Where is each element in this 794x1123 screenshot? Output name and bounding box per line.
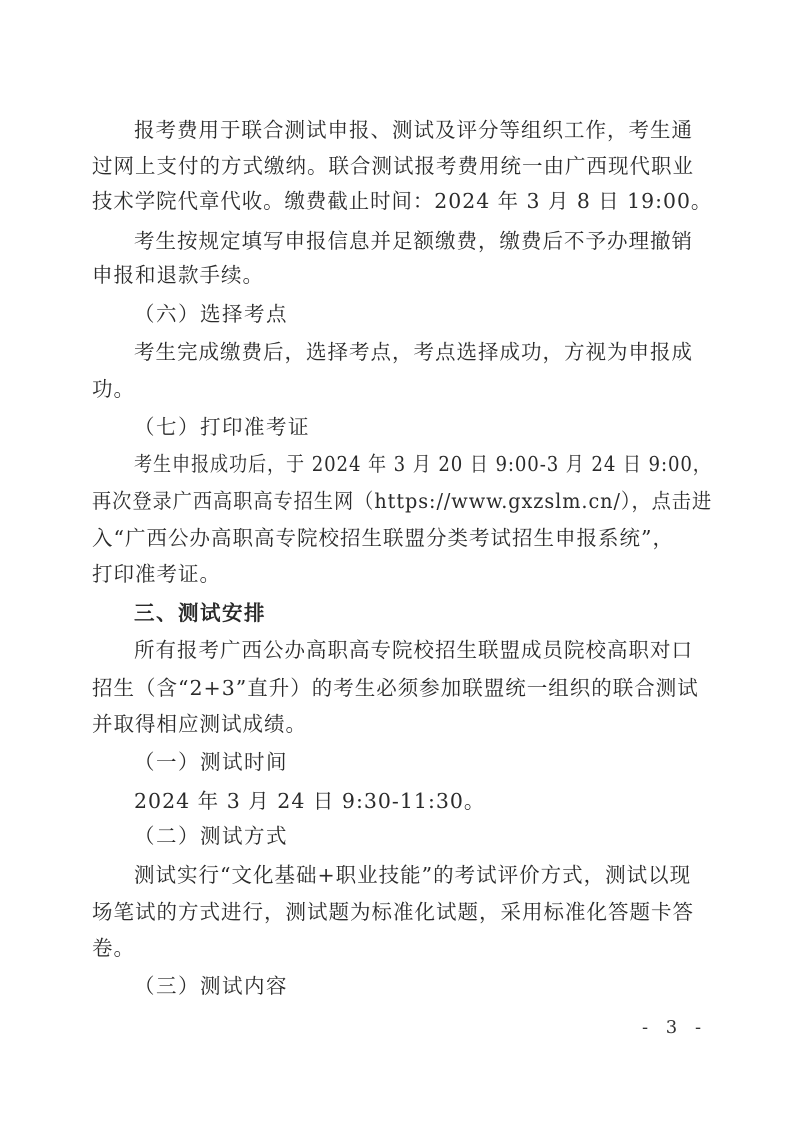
subsection-heading: （二）测试方式 bbox=[134, 824, 288, 848]
paragraph-line: 考生完成缴费后，选择考点，考点选择成功，方视为申报成 bbox=[134, 340, 693, 364]
paragraph-line: 招生（含“2+3”直升）的考生必须参加联盟统一组织的联合测试 bbox=[92, 676, 699, 700]
paragraph-line: 卷。 bbox=[92, 936, 135, 960]
paragraph-line: 打印准考证。 bbox=[92, 562, 221, 586]
page-number: - 3 - bbox=[642, 1017, 708, 1038]
paragraph-line: 2024 年 3 月 24 日 9:30-11:30。 bbox=[134, 789, 486, 813]
subsection-heading: （六）选择考点 bbox=[134, 302, 288, 326]
paragraph-line: 考生按规定填写申报信息并足额缴费，缴费后不予办理撤销 bbox=[134, 229, 693, 253]
paragraph-line: 考生申报成功后，于 2024 年 3 月 20 日 9:00-3 月 24 日 9:00， bbox=[134, 452, 712, 476]
paragraph-line: 所有报考广西公办高职高专院校招生联盟成员院校高职对口 bbox=[134, 638, 693, 662]
paragraph-line: 并取得相应测试成绩。 bbox=[92, 712, 307, 736]
paragraph-line: 再次登录广西高职高专招生网（https://www.gxzslm.cn/），点击进 bbox=[92, 489, 713, 513]
paragraph-line: 过网上支付的方式缴纳。联合测试报考费用统一由广西现代职业 bbox=[92, 154, 694, 178]
paragraph-line: 入“广西公办高职高专院校招生联盟分类考试招生申报系统”， bbox=[92, 526, 674, 550]
paragraph-line: 申报和退款手续。 bbox=[92, 263, 264, 287]
paragraph-line: 功。 bbox=[92, 377, 135, 401]
paragraph-line: 测试实行“文化基础+职业技能”的考试评价方式，测试以现 bbox=[134, 863, 692, 887]
subsection-heading: （三）测试内容 bbox=[134, 974, 288, 998]
paragraph-line: 场笔试的方式进行，测试题为标准化试题，采用标准化答题卡答 bbox=[92, 900, 694, 924]
section-heading: 三、测试安排 bbox=[134, 601, 266, 625]
subsection-heading: （一）测试时间 bbox=[134, 750, 288, 774]
paragraph-line: 报考费用于联合测试申报、测试及评分等组织工作，考生通 bbox=[134, 118, 693, 142]
subsection-heading: （七）打印准考证 bbox=[134, 415, 310, 439]
paragraph-line: 技术学院代章代收。缴费截止时间：2024 年 3 月 8 日 19:00。 bbox=[92, 189, 713, 213]
